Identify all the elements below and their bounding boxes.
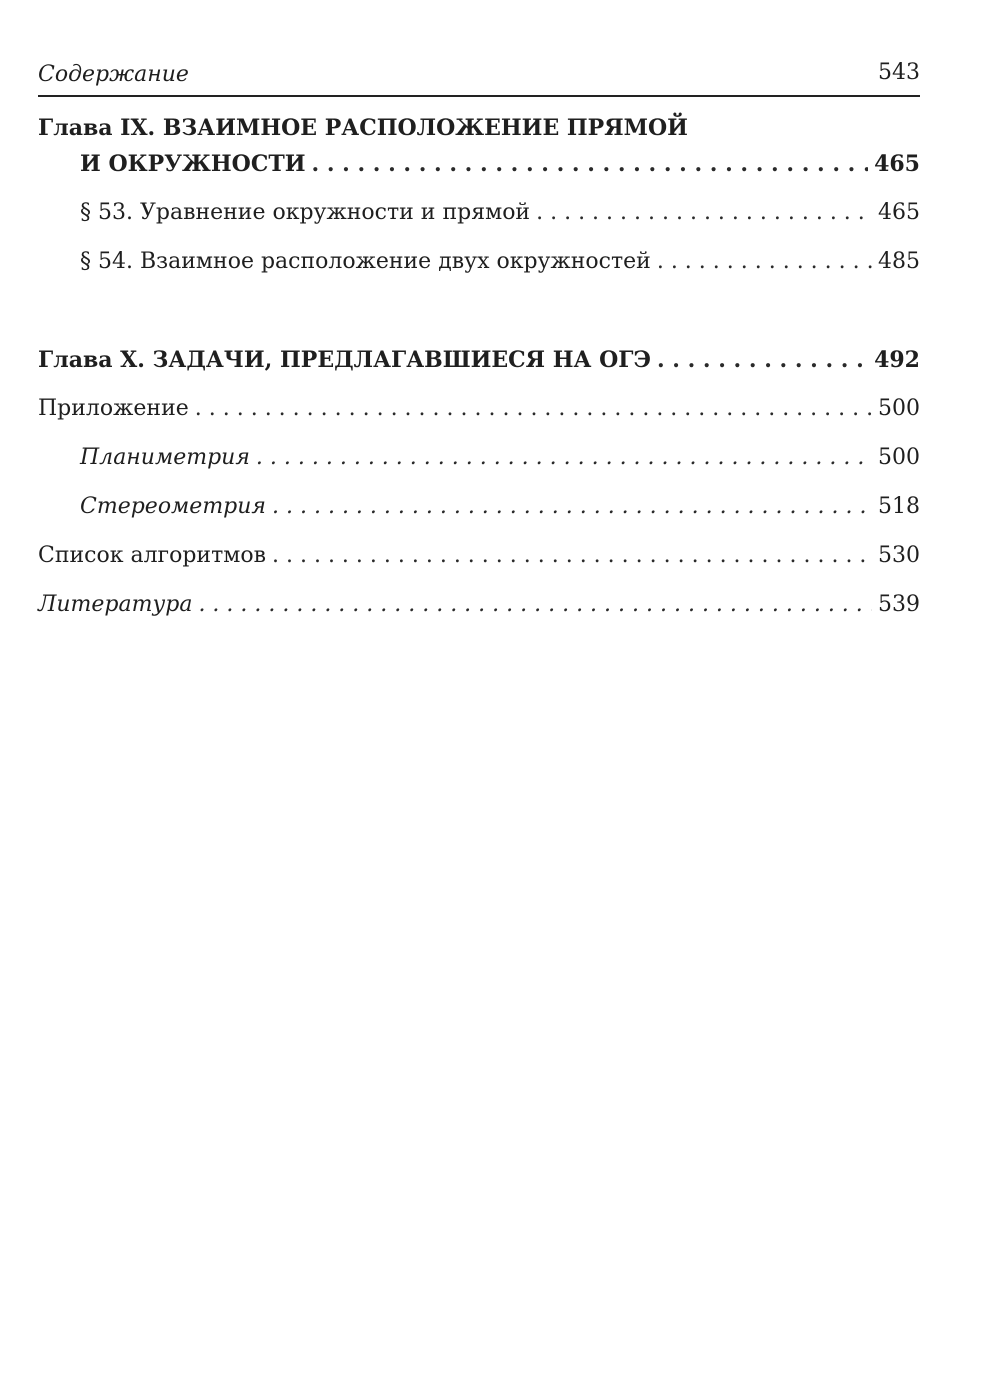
toc-appendix-label: Приложение [38, 396, 189, 421]
toc-entry-planimetry[interactable] [0, 440, 920, 476]
running-header [38, 58, 920, 94]
dot-leader [312, 146, 869, 182]
toc-page-number: 485 [878, 249, 920, 274]
toc-page-number: 492 [874, 347, 920, 373]
running-header-title: Содержание [38, 62, 189, 87]
toc-entry-chapter-9[interactable] [0, 146, 920, 182]
toc-page-number: 518 [878, 494, 920, 519]
toc-entry-literature[interactable] [0, 587, 920, 623]
toc-literature-label: Литература [38, 592, 193, 617]
toc-page-number: 465 [874, 151, 920, 177]
toc-entry-algorithms[interactable] [0, 538, 920, 574]
toc-subsection-label: Планиметрия [80, 445, 250, 470]
toc-section-label: § 54. Взаимное расположение двух окружностей [80, 249, 651, 274]
toc-page-number: 500 [878, 445, 920, 470]
toc-algorithms-label: Список алгоритмов [38, 543, 266, 568]
toc-chapter-9-title-line2: И ОКРУЖНОСТИ [80, 151, 306, 177]
toc-page-number: 500 [878, 396, 920, 421]
toc-chapter-label: Глава X. ЗАДАЧИ, ПРЕДЛАГАВШИЕСЯ НА ОГЭ [38, 347, 651, 373]
toc-entry-stereometry[interactable] [0, 489, 920, 525]
toc-entry-section-54[interactable] [0, 244, 920, 280]
dot-leader [536, 195, 872, 231]
page-number: 543 [878, 60, 920, 85]
dot-leader [256, 440, 872, 476]
toc-section-label: § 53. Уравнение окружности и прямой [80, 200, 531, 225]
dot-leader [198, 587, 872, 623]
header-divider [38, 95, 920, 97]
toc-chapter-9-title-line1: Глава IX. ВЗАИМНОЕ РАСПОЛОЖЕНИЕ ПРЯМОЙ [38, 115, 688, 141]
toc-entry-chapter-10[interactable] [0, 342, 920, 378]
dot-leader [657, 342, 868, 378]
dot-leader [195, 391, 872, 427]
toc-page-number: 530 [878, 543, 920, 568]
toc-page-number: 539 [878, 592, 920, 617]
dot-leader [657, 244, 872, 280]
toc-subsection-label: Стереометрия [80, 494, 267, 519]
toc-entry-appendix[interactable] [0, 391, 920, 427]
dot-leader [272, 538, 872, 574]
toc-page-number: 465 [878, 200, 920, 225]
dot-leader [272, 489, 872, 525]
toc-entry-section-53[interactable] [0, 195, 920, 231]
